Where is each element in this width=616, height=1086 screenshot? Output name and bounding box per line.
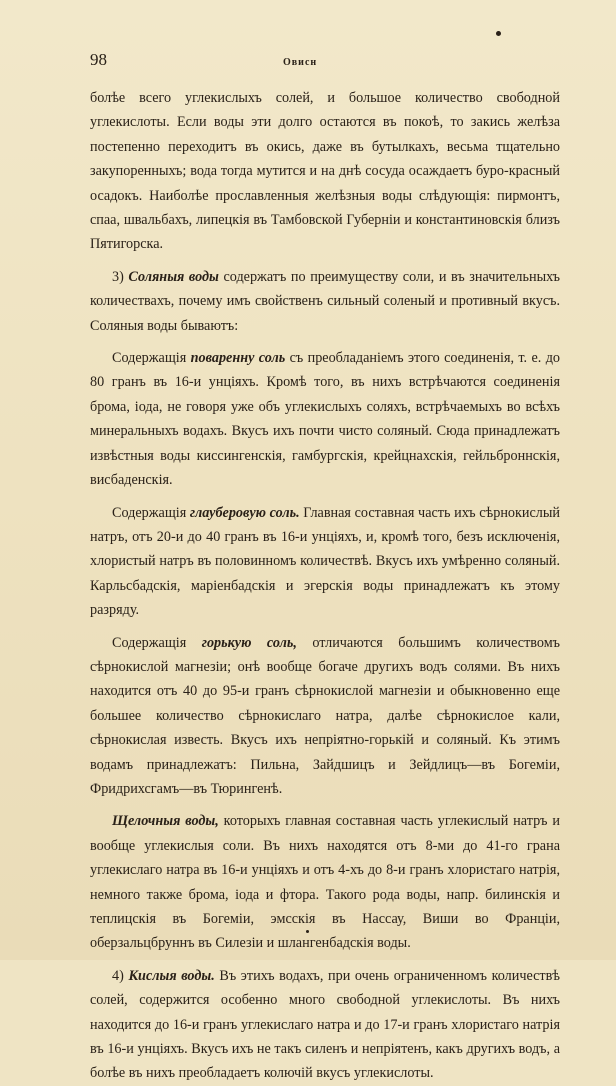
- section-heading: Кислыя воды.: [128, 967, 215, 984]
- paragraph-prefix: Содержащія: [112, 350, 191, 367]
- paragraph: [90, 501, 560, 623]
- paragraph-text: отличаются большимъ количествомъ сѣрнокислой магнезіи; онѣ вообще богаче другихъ водъ солями. Въ нихъ находится отъ 40 до 95-и гранъ сѣрнокислой магнезіи и обыкновенно еще большее количество сѣрнокислаго натра, далѣе сѣрнокислое кали, сѣрнокислая известь. Вкусъ ихъ непріятно-горькій и соляный. Къ этимъ водамъ принадлежатъ: Пильна, Зайдшицъ и Зейдлицъ—въ Богеміи, Фридрихсгамъ—въ Тюрингенѣ.: [90, 634, 561, 797]
- paragraph-text: болѣе всего углекислыхъ солей, и большое количество свободной углекислоты. Если воды эти долго остаются въ покоѣ, то закись желѣза постепенно переходитъ въ окись, даже въ бутылкахъ, весьма тщательно закупоренныхъ; вода тогда мутится и на днѣ сосуда осаждаетъ буро-красный осадокъ. Наиболѣе прославленныя желѣзныя воды слѣдующія: пирмонтъ, спаа, швальбахъ, липецкія въ Тамбовской Губерніи и константиновскія близъ Пятигорска.: [90, 90, 560, 253]
- paragraph-prefix: Содержащія: [112, 634, 202, 651]
- page-number: 98: [90, 50, 107, 69]
- page-header: [90, 50, 560, 78]
- body-text: [90, 86, 560, 1086]
- paragraph-text: Главная составная часть ихъ сѣрнокислый натръ, отъ 20-и до 40 гранъ въ 16-и унціяхъ, и, кромѣ того, безъ исключенія, хлористый натръ въ половинномъ количествѣ. Вкусъ ихъ умѣренно соляный. Карльсбадскія, маріенбадскія и эгерскія воды принадлежатъ къ этому разряду.: [90, 504, 561, 619]
- paragraph-text: Въ этихъ водахъ, при очень ограниченномъ количествѣ солей, содержится особенно много свободной углекислоты. Въ нихъ находится до 16-и гранъ углекислаго натра и до 17-и гранъ хлористаго натрія въ 16-и унціяхъ. Вкусъ ихъ не такъ силенъ и непріятенъ, какъ другихъ водъ, а болѣе въ нихъ преобладаетъ колючій вкусъ углекислоты.: [90, 967, 560, 1082]
- section-heading: Щелочныя воды,: [112, 813, 219, 830]
- ink-spot: [306, 930, 309, 933]
- paragraph: [90, 964, 560, 1086]
- section-heading: глауберовую соль.: [189, 504, 300, 521]
- paragraph-prefix: 3): [112, 268, 129, 285]
- paragraph: [90, 809, 560, 955]
- paragraph: [90, 86, 560, 257]
- section-heading: Соляныя воды: [128, 268, 219, 285]
- paragraph-prefix: 4): [112, 967, 129, 984]
- section-heading: горькую соль,: [201, 634, 297, 651]
- paragraph-prefix: Содержащія: [112, 504, 190, 521]
- ink-spot: [496, 31, 501, 36]
- paragraph-text: содержатъ по преимуществу соли, и въ значительныхъ количествахъ, почему имъ свойственъ сильный соленый и противный вкусъ. Соляныя воды бываютъ:: [90, 268, 560, 334]
- paragraph: [90, 265, 560, 338]
- paragraph-text: съ преобладаніемъ этого соединенія, т. е. до 80 гранъ въ 16-и унціяхъ. Кромѣ того, въ нихъ встрѣчаются соединенія брома, іода, не говоря уже объ углекислыхъ соляхъ, встрѣчаемыхъ во всѣхъ минеральныхъ водахъ. Вкусъ ихъ почти чисто соляный. Сюда принадлежатъ извѣстныя воды киссингенскія, гамбургскія, крейцнахскія, гейльброннскія, висбаденскія.: [90, 350, 561, 489]
- section-heading: поваренну соль: [190, 350, 286, 367]
- paragraph: [90, 631, 560, 802]
- running-title: Овисн: [283, 57, 318, 68]
- paragraph: [90, 346, 560, 492]
- paragraph-text: которыхъ главная составная часть углекислый натръ и вообще углекислыя соли. Въ нихъ находятся отъ 8-ми до 41-го грана углекислаго натра въ 16-и унціяхъ и отъ 4-хъ до 8-и гранъ хлористаго натрія, немного также брома, іода и фтора. Такого рода воды, напр. билинскія и теплицскія въ Богеміи, эмсскія въ Нассау, Виши во Франціи, оберзальцбруннъ въ Силезіи и шлангенбадскія воды.: [90, 813, 560, 952]
